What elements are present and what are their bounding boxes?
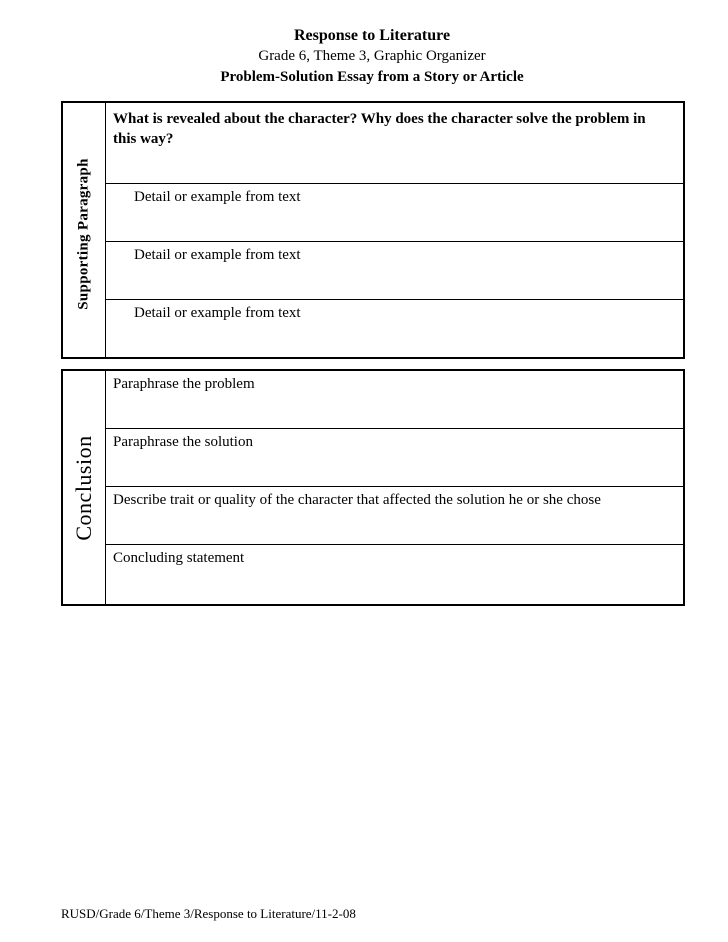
- supporting-side-column: [63, 103, 106, 357]
- document-header: [0, 26, 728, 88]
- detail-row-2: Detail or example from text: [106, 242, 683, 300]
- document-heading: Problem-Solution Essay from a Story or Article: [220, 69, 524, 85]
- conclusion-rows: [106, 371, 683, 604]
- supporting-question-row: What is revealed about the character? Why does the character solve the problem in this way?: [106, 103, 683, 184]
- conclusion-row-problem: Paraphrase the problem: [106, 371, 683, 429]
- conclusion-row-statement: Concluding statement: [113, 550, 245, 566]
- conclusion-side-label: Conclusion: [71, 434, 96, 541]
- conclusion-side-column: [63, 371, 106, 604]
- conclusion-row-solution: Paraphrase the solution: [106, 429, 683, 487]
- document-footer: RUSD/Grade 6/Theme 3/Response to Literature/11-2-08: [61, 906, 356, 921]
- document-title: Response to Literature: [293, 27, 451, 44]
- supporting-side-label: Supporting Paragraph: [75, 158, 92, 310]
- detail-row-1: Detail or example from text: [106, 184, 683, 242]
- conclusion-row-trait: Describe trait or quality of the character that affected the solution he or she chose: [106, 487, 683, 545]
- document-subtitle: Grade 6, Theme 3, Graphic Organizer: [258, 48, 486, 64]
- conclusion-table: [61, 369, 685, 606]
- supporting-rows: [106, 103, 683, 357]
- detail-row-3: Detail or example from text: [134, 305, 301, 321]
- supporting-paragraph-table: [61, 101, 685, 359]
